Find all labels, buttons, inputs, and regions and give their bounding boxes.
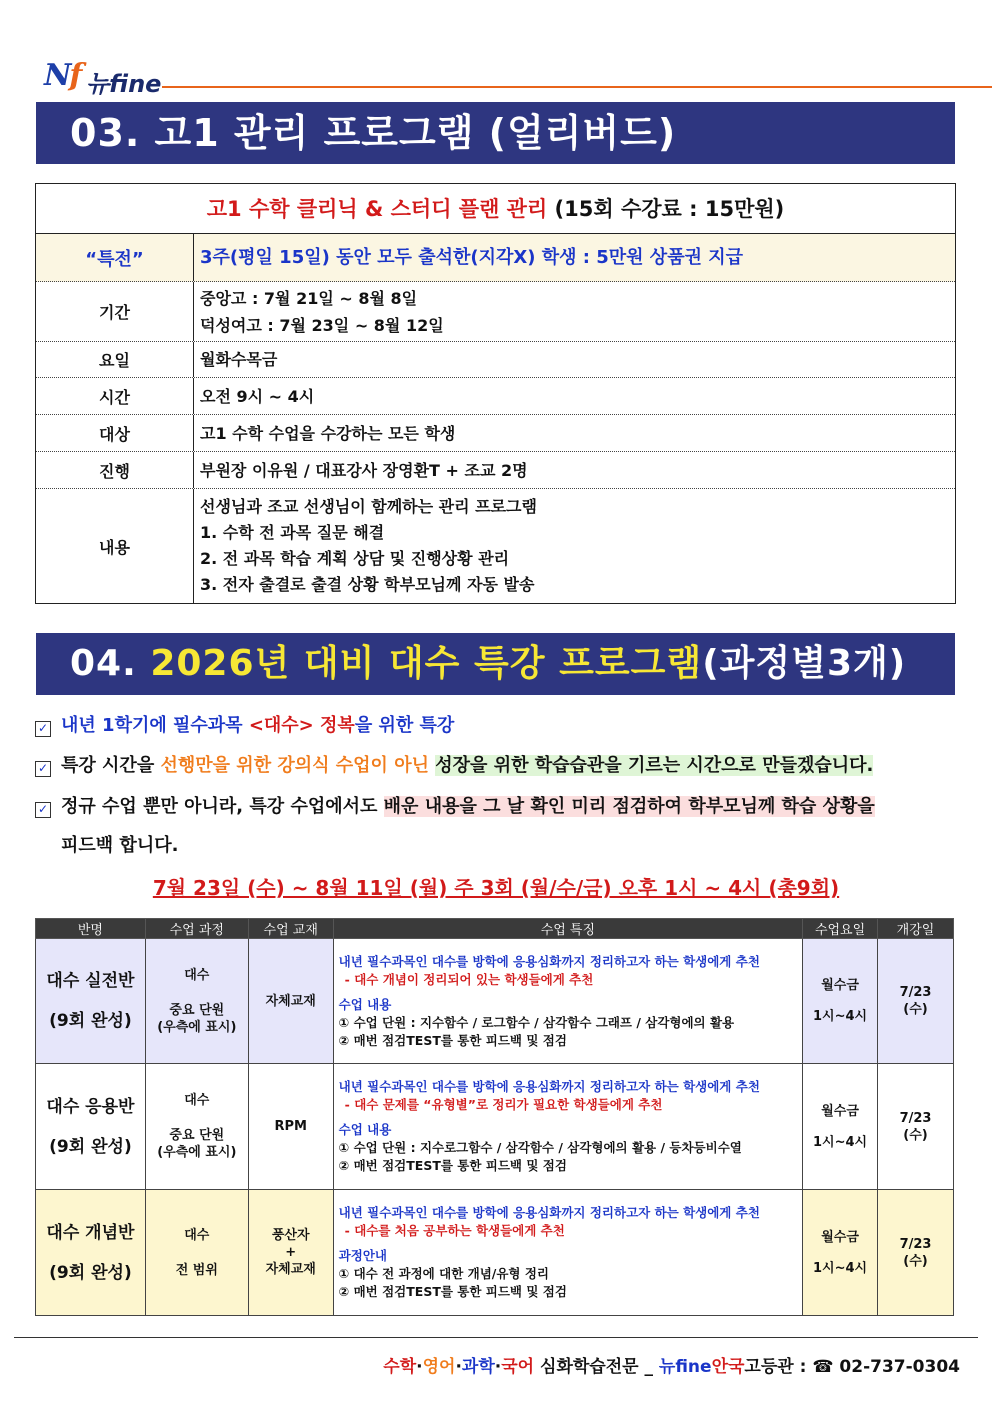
feature-cell: 내년 필수과목인 대수를 방학에 응용심화까지 정리하고자 하는 학생에게 추천 - 대수 문제를 “유형별”로 정리가 필요한 학생들에게 추천 수업 내용 ① 수업 단원 : 지수로그함수 / 삼각함수 / 삼각형에의 활용 / 등차등비수열 ② 매번 점검TEST를 통한 피드백 및 점검 bbox=[333, 1064, 802, 1190]
row-label: 진행 bbox=[36, 452, 194, 488]
logo-text: 뉴fine bbox=[86, 70, 162, 98]
days-cell: 월수금 1시~4시 bbox=[803, 1190, 878, 1316]
days-cell: 월수금 1시~4시 bbox=[803, 939, 878, 1064]
special-label: “특전” bbox=[36, 234, 194, 281]
book-cell: RPM bbox=[248, 1064, 333, 1190]
class-name-cell: 대수 실전반 (9회 완성) bbox=[36, 939, 146, 1064]
row-label: 내용 bbox=[36, 489, 194, 603]
table-row bbox=[36, 939, 954, 1064]
course-cell: 대수 중요 단원 (우측에 표시) bbox=[145, 1064, 248, 1190]
course-cell: 대수 전 범위 bbox=[145, 1190, 248, 1316]
table-header bbox=[36, 919, 954, 939]
row-label: 대상 bbox=[36, 415, 194, 451]
section3-banner: 03. 고1 관리 프로그램 (얼리버드) bbox=[36, 102, 955, 164]
row-value: 부원장 이유원 / 대표강사 장영환T + 조교 2명 bbox=[200, 460, 528, 480]
start-cell: 7/23 (수) bbox=[878, 1064, 954, 1190]
schedule-line: 7월 23일 (수) ~ 8월 11일 (월) 주 3회 (월/수/금) 오후 1시 ~ 4시 (총9회) bbox=[152, 876, 840, 900]
class-name-cell: 대수 개념반 (9회 완성) bbox=[36, 1190, 146, 1316]
logo-mark: Nf bbox=[44, 58, 81, 93]
row-value: 선생님과 조교 선생님이 함께하는 관리 프로그램 1. 수학 전 과목 질문 해결 2. 전 과목 학습 계획 상담 및 진행상황 관리 3. 전자 출결로 출결 상황 학부모님께 자동 발송 bbox=[200, 497, 537, 594]
row-time bbox=[36, 378, 955, 415]
logo bbox=[44, 58, 984, 98]
bullet-3: ✓ 정규 수업 뿐만 아니라, 특강 수업에서도 배운 내용을 그 날 확인 미리 점검하여 학부모님께 학습 상황을 bbox=[35, 786, 965, 827]
header-cell: 개강일 bbox=[878, 919, 954, 939]
bullet-1: ✓ 내년 1학기에 필수과목 <대수> 정복을 위한 특강 bbox=[35, 706, 965, 746]
class-table bbox=[35, 918, 954, 1316]
header-cell: 수업 과정 bbox=[145, 919, 248, 939]
class-name-cell: 대수 응용반 (9회 완성) bbox=[36, 1064, 146, 1190]
section4-banner: 04. 2026년 대비 대수 특강 프로그램(과정별3개) bbox=[36, 633, 955, 695]
row-label: 시간 bbox=[36, 378, 194, 414]
header-cell: 반명 bbox=[36, 919, 146, 939]
row-value: 월화수목금 bbox=[200, 350, 278, 369]
special-row bbox=[36, 234, 955, 282]
checkbox-icon: ✓ bbox=[35, 802, 51, 818]
row-value: 고1 수학 수업을 수강하는 모든 학생 bbox=[200, 423, 456, 443]
feature-cell: 내년 필수과목인 대수를 방학에 응용심화까지 정리하고자 하는 학생에게 추천 - 대수를 처음 공부하는 학생들에게 추천 과정안내 ① 대수 전 과정에 대한 개념/유형 정리 ② 매번 점검TEST를 통한 피드백 및 점검 bbox=[333, 1190, 802, 1316]
row-content bbox=[36, 489, 955, 603]
row-value: 중앙고 : 7월 21일 ~ 8월 8일 덕성여고 : 7월 23일 ~ 8월 12일 bbox=[200, 288, 444, 335]
bullet-2: ✓ 특강 시간을 선행만을 위한 강의식 수업이 아닌 성장을 위한 학습습관을 기르는 시간으로 만들겠습니다. bbox=[35, 746, 965, 786]
book-cell: 풍산자 + 자체교재 bbox=[248, 1190, 333, 1316]
book-cell: 자체교재 bbox=[248, 939, 333, 1064]
row-value: 오전 9시 ~ 4시 bbox=[200, 386, 315, 406]
row-label: 기간 bbox=[36, 282, 194, 341]
header-cell: 수업 특징 bbox=[333, 919, 802, 939]
days-cell: 월수금 1시~4시 bbox=[803, 1064, 878, 1190]
checkbox-icon: ✓ bbox=[35, 721, 51, 737]
table-row bbox=[36, 1064, 954, 1190]
footer-rule bbox=[14, 1337, 978, 1338]
footer: 수학·영어·과학·국어 심화학습전문 _ 뉴fine안국고등관 : ☎ 02-737-0304 bbox=[383, 1357, 960, 1377]
row-target bbox=[36, 415, 955, 452]
header-cell: 수업 교재 bbox=[248, 919, 333, 939]
feature-cell: 내년 필수과목인 대수를 방학에 응용심화까지 정리하고자 하는 학생에게 추천 - 대수 개념이 정리되어 있는 학생들에게 추천 수업 내용 ① 수업 단원 : 지수함수 / 로그함수 / 삼각함수 그래프 / 삼각형에의 활용 ② 매번 점검TEST를 통한 피드백 및 점검 bbox=[333, 939, 802, 1064]
row-days bbox=[36, 342, 955, 378]
start-cell: 7/23 (수) bbox=[878, 939, 954, 1064]
table-row bbox=[36, 1190, 954, 1316]
row-staff bbox=[36, 452, 955, 489]
start-cell: 7/23 (수) bbox=[878, 1190, 954, 1316]
section3-table bbox=[35, 183, 956, 604]
bullet-3-cont: 피드백 합니다. bbox=[61, 835, 179, 856]
bullet-list bbox=[35, 706, 965, 865]
header-cell: 수업요일 bbox=[803, 919, 878, 939]
row-period bbox=[36, 282, 955, 342]
special-value: 3주(평일 15일) 동안 모두 출석한(지각X) 학생 : 5만원 상품권 지급 bbox=[200, 247, 744, 268]
checkbox-icon: ✓ bbox=[35, 761, 51, 777]
header-rule bbox=[162, 86, 992, 88]
row-label: 요일 bbox=[36, 342, 194, 377]
course-cell: 대수 중요 단원 (우측에 표시) bbox=[145, 939, 248, 1064]
section3-table-title: 고1 수학 클리닉 & 스터디 플랜 관리 (15회 수강료 : 15만원) bbox=[36, 184, 955, 234]
